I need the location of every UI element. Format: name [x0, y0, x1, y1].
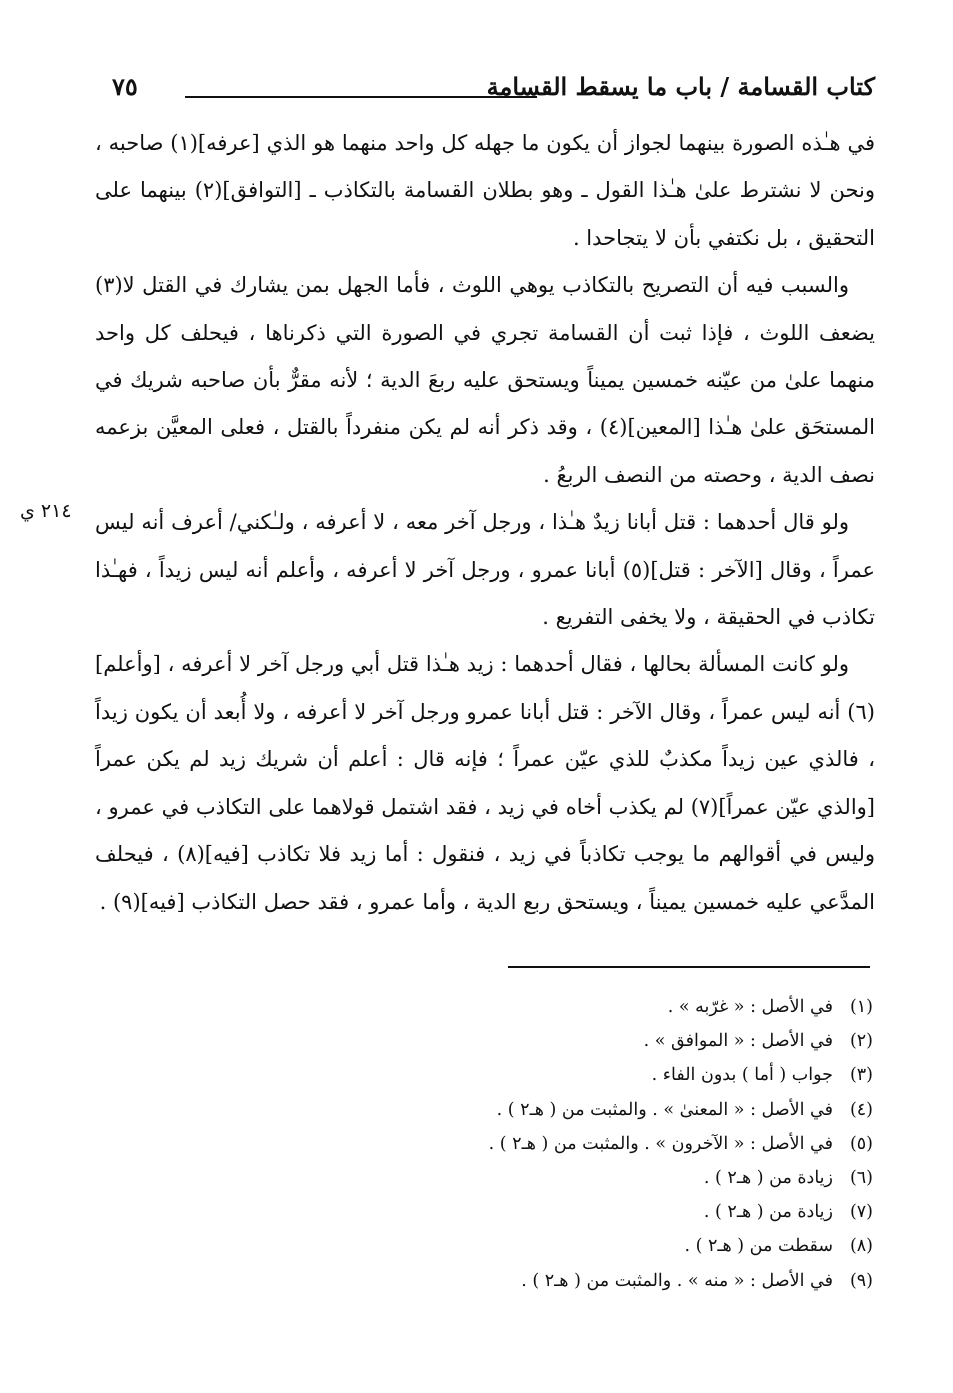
footnote-number: (٣) [849, 1065, 873, 1086]
footnote-text: زيادة من ( هـ٢ ) . [703, 1168, 833, 1189]
footnote-item [273, 1127, 873, 1161]
paragraph: في هـٰذه الصورة بينهما لجواز أن يكون ما جهله كل واحد منهما هو الذي [عرفه](١) صاحبه ، ونحن لا نشترط علىٰ هـٰذا القول ـ وهو بطلان القسامة بالتكاذب ـ [التوافق](٢) بينهما على التحقيق ، بل نكتفي بأن لا يتجاحدا . [95, 131, 875, 250]
page-number: ٧٥ [112, 72, 138, 101]
footnote-item [273, 990, 873, 1024]
footnote-text: زيادة من ( هـ٢ ) . [703, 1202, 833, 1223]
footnote-number: (٨) [849, 1236, 873, 1257]
footnote-text: في الأصل : « الآخرون » . والمثبت من ( هـ٢ ) . [488, 1133, 833, 1154]
footnote-text: في الأصل : « الموافق » . [643, 1031, 833, 1052]
footnote-text: في الأصل : « غرّبه » . [667, 997, 833, 1017]
margin-folio-note: ٢١٤ ي [20, 500, 72, 522]
header-title: كتاب القسامة / باب ما يسقط القسامة [486, 72, 875, 101]
footnote-text: سقطت من ( هـ٢ ) . [684, 1236, 833, 1257]
main-text [95, 120, 875, 926]
footnote-item [273, 1264, 873, 1298]
footnote-number: (٦) [849, 1168, 873, 1189]
footnote-item [273, 1229, 873, 1263]
header-rule [185, 96, 537, 98]
footnote-text: في الأصل : « منه » . والمثبت من ( هـ٢ ) . [521, 1270, 833, 1291]
paragraph: ولو كانت المسألة بحالها ، فقال أحدهما : زيد هـٰذا قتل أبي ورجل آخر لا أعرفه ، [وأعلم](٦) أنه ليس عمراً ، وقال الآخر : قتل أبانا عمرو ورجل آخر لا أعرفه ، ولا أُبعد أن يكون زيداً ، فالذي عين زيداً مكذبٌ للذي عيّن عمراً ؛ فإنه قال : أعلم أن شريك زيد لم يكن عمراً [والذي عيّن عمراً](٧) لم يكذب أخاه في زيد ، فقد اشتمل قولاهما على التكاذب في عمرو ، وليس في أقوالهم ما يوجب تكاذباً في زيد ، فنقول : أما زيد فلا تكاذب [فيه](٨) ، فيحلف المدَّعي عليه خمسين يميناً ، ويستحق ربع الدية ، وأما عمرو ، فقد حصل التكاذب [فيه](٩) . [95, 652, 875, 914]
footnote-item [273, 1195, 873, 1229]
footnote-text: في الأصل : « المعنىٰ » . والمثبت من ( هـ٢ ) . [496, 1099, 833, 1120]
footnote-number: (٧) [849, 1202, 873, 1223]
footnote-number: (٤) [849, 1099, 873, 1120]
paragraph: والسبب فيه أن التصريح بالتكاذب يوهي اللوث ، فأما الجهل بمن يشارك في القتل لا(٣) يضعف اللوث ، فإذا ثبت أن القسامة تجري في الصورة التي ذكرناها ، فيحلف كل واحد منهما علىٰ من عيّنه خمسين يميناً ويستحق عليه ربعَ الدية ؛ لأنه مقرٌّ بأن صاحبه شريك في المستحَق علىٰ هـٰذا [المعين](٤) ، وقد ذكر أنه لم يكن منفرداً بالقتل ، فعلى المعيَّن بزعمه نصف الدية ، وحصته من النصف الربعُ . [95, 273, 875, 487]
footnotes [273, 990, 873, 1298]
footnote-number: (١) [849, 997, 873, 1017]
footnote-item [273, 1161, 873, 1195]
footnote-number: (٩) [849, 1270, 873, 1291]
footnote-number: (٢) [849, 1031, 873, 1052]
footnote-text: جواب ( أما ) بدون الفاء . [651, 1065, 833, 1086]
footnote-item [273, 1058, 873, 1092]
running-header [100, 66, 875, 106]
footnote-separator [508, 966, 870, 968]
footnote-number: (٥) [849, 1133, 873, 1154]
footnote-item [273, 1024, 873, 1058]
footnote-item [273, 1093, 873, 1127]
paragraph: ولو قال أحدهما : قتل أبانا زيدٌ هـٰذا ، ورجل آخر معه ، لا أعرفه ، ولـٰكني/ أعرف أنه ليس عمراً ، وقال [الآخر : قتل](٥) أبانا عمرو ، ورجل آخر لا أعرفه ، وأعلم أنه ليس زيداً ، فهـٰذا تكاذب في الحقيقة ، ولا يخفى التفريع . [95, 510, 875, 630]
